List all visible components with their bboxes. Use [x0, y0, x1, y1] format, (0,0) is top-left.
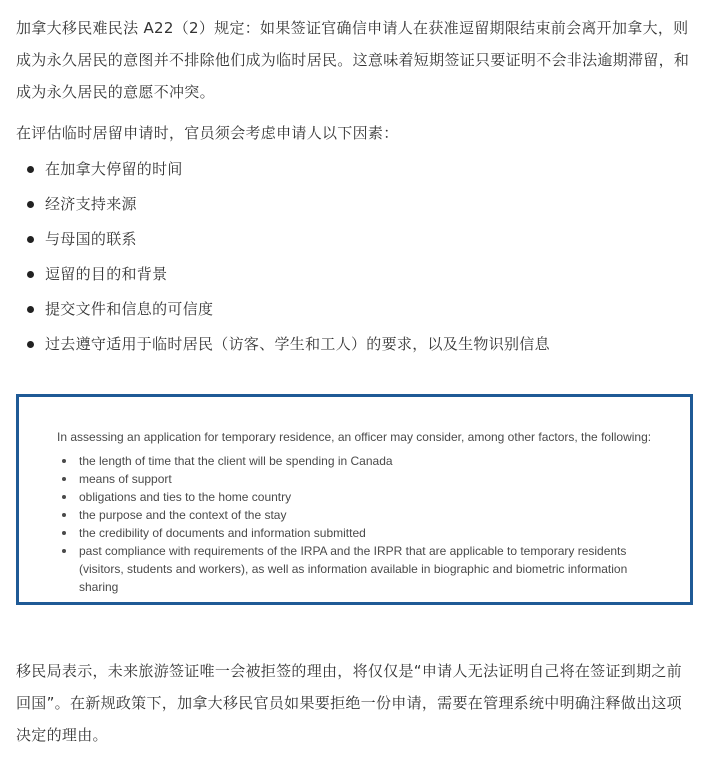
- paragraph-refusal-reason: 移民局表示，未来旅游签证唯一会被拒签的理由，将仅仅是“申请人无法证明自己将在签证到期之前回国”。在新规政策下，加拿大移民官员如果要拒绝一份申请，需要在管理系统中明确注释做出这项决定的理由。: [16, 662, 682, 744]
- list-item: 经济支持来源: [16, 187, 694, 222]
- quote-list-item: the length of time that the client will be spending in Canada: [59, 452, 659, 470]
- quote-list-item: obligations and ties to the home country: [59, 488, 659, 506]
- quote-list-item: the purpose and the context of the stay: [59, 506, 659, 524]
- paragraph-regulation: 加拿大移民难民法 A22（2）规定：如果签证官确信申请人在获准逗留期限结束前会离开加拿大，则成为永久居民的意图并不排除他们成为临时居民。这意味着短期签证只要证明不会非法逾期滞留，和成为永久居民的意愿不冲突。: [16, 19, 690, 101]
- quote-list-item: means of support: [59, 470, 659, 488]
- factor-list: [16, 152, 694, 362]
- quoted-regulation-image: [16, 394, 693, 605]
- paragraph-assessment-intro: 在评估临时居留申请时，官员须会考虑申请人以下因素：: [16, 124, 399, 142]
- list-item: 过去遵守适用于临时居民（访客、学生和工人）的要求，以及生物识别信息: [16, 327, 694, 362]
- quote-list-item: past compliance with requirements of the IRPA and the IRPR that are applicable to temporary residents (visitors, students and workers), as well as information available in biographic and biometric information sharing: [59, 542, 659, 596]
- list-item: 在加拿大停留的时间: [16, 152, 694, 187]
- list-item: 提交文件和信息的可信度: [16, 292, 694, 327]
- quote-intro: In assessing an application for temporary residence, an officer may consider, among other factors, the following:: [57, 430, 652, 444]
- quote-factor-list: [59, 452, 659, 596]
- quote-list-item: the credibility of documents and information submitted: [59, 524, 659, 542]
- list-item: 逗留的目的和背景: [16, 257, 694, 292]
- list-item: 与母国的联系: [16, 222, 694, 257]
